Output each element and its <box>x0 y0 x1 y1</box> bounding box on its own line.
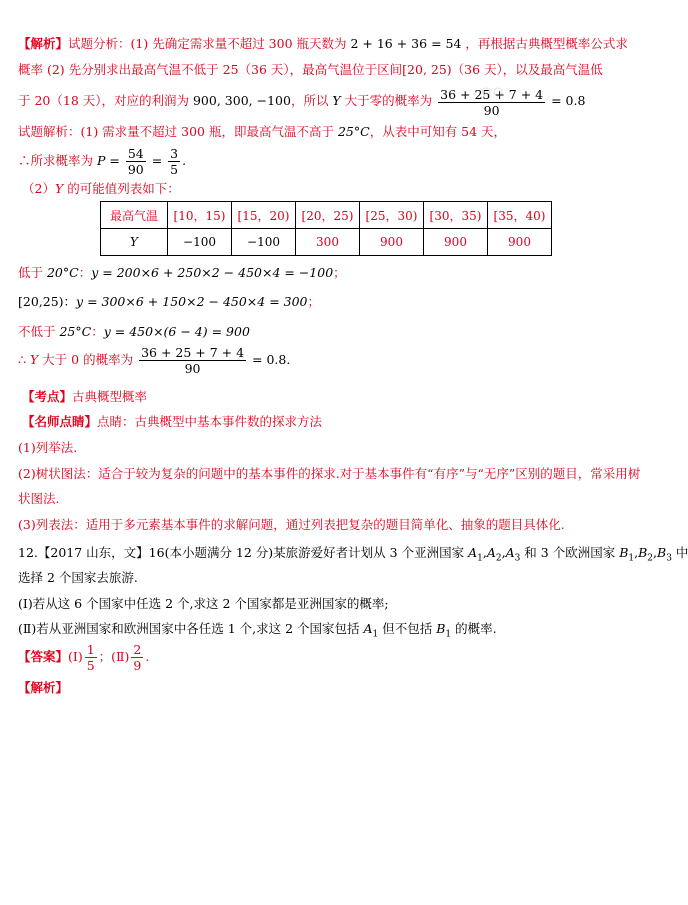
fraction-numerator: 36 + 25 + 7 + 4 <box>141 345 245 360</box>
separator: ： <box>78 265 92 280</box>
table-header-cell: [35，40) <box>488 202 552 229</box>
table-cell: 900 <box>424 229 488 256</box>
subscript: 2 <box>647 553 654 564</box>
var-a: A <box>468 545 478 560</box>
answer-part: (Ⅰ) <box>68 649 83 664</box>
subscript: 3 <box>514 553 521 564</box>
calc-label: 低于 <box>18 265 47 280</box>
problem-text: (Ⅱ)若从亚洲国家和欧洲国家中各任选 1 个,求这 2 个国家包括 <box>18 621 364 636</box>
calc-expression: y = 300×6 + 150×2 − 450×4 = 300 <box>76 294 308 309</box>
calc-expression: y = 450×(6 − 4) = 900 <box>103 324 250 339</box>
fraction-numerator: 3 <box>170 146 179 161</box>
var-y: Y <box>332 93 341 108</box>
analysis-text: ，再根据古典概型概率公式求 <box>461 36 628 51</box>
analysis-line-1 <box>18 36 628 52</box>
analysis-text: 于 20（18 天），对应的利润为 <box>18 93 193 108</box>
period: . <box>145 649 150 664</box>
problem-text: 12.【2017 山东，文】16(本小题满分 12 分)某旅游爱好者计划从 3 个亚洲国家 <box>18 545 469 560</box>
solution-text: ，从表中可知有 54 天， <box>369 124 507 139</box>
table-cell: −100 <box>232 229 296 256</box>
solution-text: ∴所求概率为 <box>18 153 97 168</box>
analysis-text: ，所以 <box>290 93 333 108</box>
calc-line-3 <box>18 324 250 340</box>
result: = 0.8 <box>547 93 586 108</box>
subscript: 1 <box>477 553 483 564</box>
table-header-cell: [30，35) <box>424 202 488 229</box>
therefore: ∴ <box>18 352 30 367</box>
table-cell: 900 <box>360 229 424 256</box>
solution-line-3 <box>22 181 180 197</box>
separator: ： <box>91 324 104 339</box>
subscript: 2 <box>495 553 502 564</box>
fraction-denominator: 90 <box>127 162 144 177</box>
table-row <box>101 202 552 229</box>
answer-tag: 【答案】 <box>18 649 69 664</box>
solution-text: 的可能值列表如下： <box>63 181 180 196</box>
analysis-line-2: 概率 (2) 先分别求出最高气温不低于 25（36 天），最高气温位于区间[20, 25)（36 天），以及最高气温低 <box>18 62 603 77</box>
table-cell: 300 <box>296 229 360 256</box>
solution-text: 试题解析：(1) 需求量不超过 300 瓶，即最高气温不高于 <box>18 124 338 139</box>
answer-line <box>18 640 149 674</box>
table-cell: 900 <box>488 229 552 256</box>
period: . <box>286 352 291 367</box>
table-cell: Y <box>101 229 168 256</box>
subscript: 1 <box>628 553 635 564</box>
problem-text: 和 3 个欧洲国家 <box>520 545 620 560</box>
calc-text: 大于 0 的概率为 <box>38 352 138 367</box>
kaodian-line <box>22 389 147 405</box>
var-b: B <box>657 545 667 560</box>
fraction-denominator: 90 <box>184 361 201 376</box>
calc-line-1 <box>18 265 346 281</box>
value-table <box>100 201 552 256</box>
var-y: Y <box>54 181 64 196</box>
mingshi-line <box>22 414 322 430</box>
problem-text: 中 <box>671 545 688 560</box>
subscript: 3 <box>666 553 672 564</box>
fraction <box>126 146 146 177</box>
method-3: (3)列表法：适用于多元素基本事件的求解问题，通过列表把复杂的题目简单化、抽象的题目具体化. <box>18 517 565 532</box>
calc-line-4 <box>18 343 290 377</box>
method-1: (1)列举法. <box>18 440 78 455</box>
fraction-denominator: 9 <box>133 658 142 673</box>
kaodian-tag: 【考点】 <box>22 389 73 404</box>
profit-values: 900, 300, −100 <box>192 93 291 108</box>
result: = 0.8 <box>248 352 287 367</box>
subscript: 1 <box>372 629 379 640</box>
problem-text: 的概率. <box>451 621 497 636</box>
calc-line-2 <box>18 294 320 310</box>
calc-expression: y = 200×6 + 250×2 − 450×4 = −100 <box>91 265 334 280</box>
var-b: B <box>638 545 648 560</box>
fraction-numerator: 54 <box>127 146 144 161</box>
fraction-numerator: 36 + 25 + 7 + 4 <box>440 87 544 102</box>
var-a: A <box>363 621 373 636</box>
fraction-denominator: 5 <box>86 658 95 673</box>
fraction <box>131 642 143 673</box>
var-p: P <box>96 153 106 168</box>
table-header-cell: [15，20) <box>232 202 296 229</box>
problem-part-1: (Ⅰ)若从这 6 个国家中任选 2 个,求这 2 个国家都是亚洲国家的概率; <box>18 596 389 611</box>
fraction <box>168 146 180 177</box>
table-cell: −100 <box>168 229 232 256</box>
var-a: A <box>505 545 515 560</box>
table-row <box>101 229 552 256</box>
calc-label: 不低于 <box>18 324 60 339</box>
kaodian-text: 古典概型概率 <box>72 389 148 404</box>
watermark-icon <box>480 86 506 98</box>
var-y: Y <box>29 352 39 367</box>
table-header-cell: [20，25) <box>296 202 360 229</box>
fraction <box>139 345 246 376</box>
temperature: 20°C <box>46 265 79 280</box>
var-b: B <box>619 545 629 560</box>
analysis-sum: 2 + 16 + 36 = 54 <box>350 36 462 51</box>
var-a: A <box>486 545 496 560</box>
temperature: 25°C <box>59 324 92 339</box>
problem-line-1: 12.【2017 山东，文】16(本小题满分 12 分)某旅游爱好者计划从 3 个亚洲国家 $A_1,A_2,A_3$ 和 3 个欧洲国家 $B_1,B_2,B_3$ 中 <box>18 545 688 564</box>
fraction-numerator: 1 <box>86 642 95 657</box>
temperature: 25°C <box>337 124 370 139</box>
analysis-text: 试题分析：(1) 先确定需求量不超过 300 瓶天数为 <box>68 36 351 51</box>
fraction-numerator: 2 <box>133 642 142 657</box>
var-b: B <box>436 621 446 636</box>
solution-line-1 <box>18 124 506 140</box>
subscript: 1 <box>445 629 452 640</box>
problem-line-2: 选择 2 个国家去旅游. <box>18 570 138 585</box>
solution-text: （2） <box>22 181 55 196</box>
fraction-denominator: 5 <box>170 162 179 177</box>
table-header-cell: 最高气温 <box>101 202 168 229</box>
mingshi-text: 点睛：古典概型中基本事件数的探求方法 <box>97 414 323 429</box>
period: . <box>182 153 187 168</box>
equals: = <box>147 153 167 168</box>
equals: = <box>105 153 124 168</box>
mingshi-tag: 【名师点睛】 <box>22 414 98 429</box>
solution-line-2 <box>18 144 186 178</box>
fraction-denominator: 90 <box>483 103 500 118</box>
separator: ； <box>333 265 346 280</box>
table-header-cell: [10，15) <box>168 202 232 229</box>
method-2: (2)树状图法：适合于较为复杂的问题中的基本事件的探求.对于基本事件有“有序”与“无序”区别的题目，常采用树 <box>18 466 641 481</box>
analysis-text: 大于零的概率为 <box>340 93 437 108</box>
answer-part: ；(Ⅱ) <box>98 649 130 664</box>
problem-text: 但不包括 <box>378 621 437 636</box>
table-header-cell: [25，30) <box>360 202 424 229</box>
analysis-tag: 【解析】 <box>18 36 69 51</box>
calc-label: [20,25)： <box>18 294 77 309</box>
fraction <box>85 642 97 673</box>
separator: ； <box>307 294 321 309</box>
jiexi-tag: 【解析】 <box>18 680 69 695</box>
method-2-cont: 状图法. <box>18 491 60 506</box>
